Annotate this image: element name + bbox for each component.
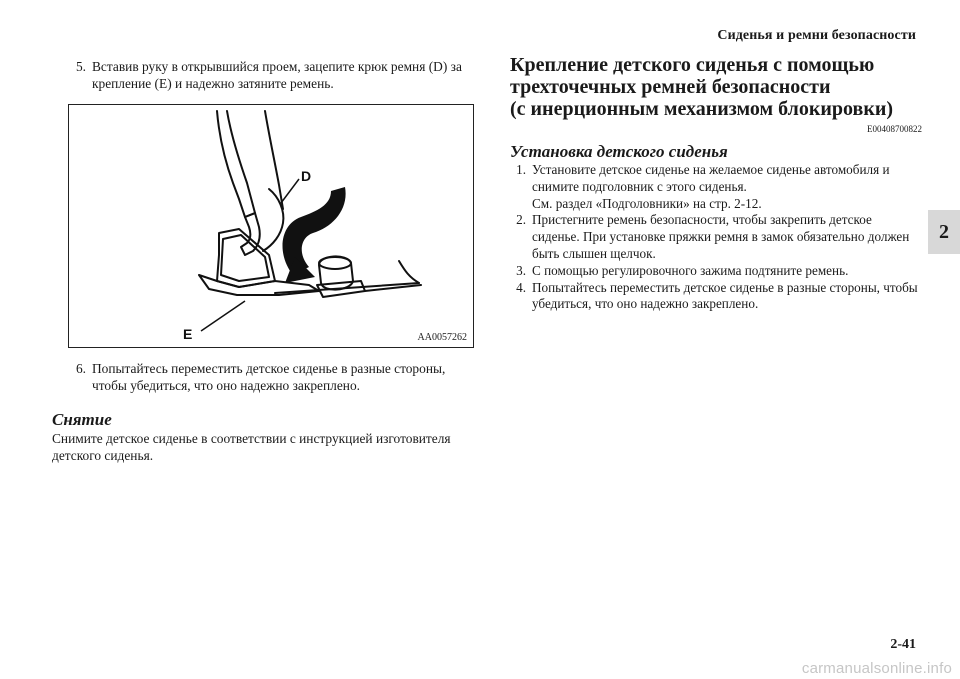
install-step-1 (512, 162, 922, 212)
label-e-leader (201, 301, 245, 331)
step-number: 5. (75, 59, 86, 74)
step-text-main: Установите детское сиденье на желаемое сиденье автомобиля и снимите подголовник с этого сиденья. (532, 162, 890, 194)
step-text: Пристегните ремень безопасности, чтобы закрепить детское сиденье. При установке пряжки ремня в замок обязательно должен быть слышен щелчок. (532, 212, 910, 261)
removal-text: Снимите детское сиденье в соответствии с инструкцией изготовителя детского сиденья. (52, 431, 451, 463)
section-title (510, 54, 922, 120)
section-title-line3: (с инерционным механизмом блокировки) (510, 98, 894, 120)
install-steps (512, 162, 922, 313)
step-number: 4. (516, 279, 526, 295)
direction-arrow (283, 187, 346, 275)
step-text-reference: См. раздел «Подголовники» на стр. 2-12. (532, 195, 762, 211)
step-5 (68, 58, 476, 92)
step-number: 6. (75, 361, 86, 376)
label-e: E (183, 326, 193, 342)
watermark: carmanualsonline.info (801, 660, 952, 677)
install-step-2 (512, 212, 922, 262)
right-column (510, 54, 922, 313)
step-number: 3. (516, 262, 526, 278)
step-number: 1. (516, 162, 526, 177)
install-step-3 (512, 263, 922, 280)
figure-id: AA0057262 (417, 332, 467, 343)
illustration-figure (68, 104, 474, 348)
step-number: 2. (516, 212, 526, 228)
running-header: Сиденья и ремни безопасности (717, 28, 916, 43)
step-text: С помощью регулировочного зажима подтяните ремень. (532, 262, 849, 278)
step-text: Попытайтесь переместить детское сиденье в разные стороны, чтобы убедиться, что оно надежно закреплено. (532, 279, 918, 312)
page-number: 2-41 (890, 637, 916, 652)
left-column (52, 58, 476, 464)
section-title-line1: Крепление детского сиденья с помощью (510, 54, 875, 76)
label-d-leader (281, 179, 299, 203)
step-6 (68, 360, 476, 394)
section-title-line2: трехточечных ремней безопасности (510, 76, 831, 98)
belt-hook-illustration (69, 105, 473, 347)
step-text: Вставив руку в открывшийся проем, зацепите крюк ремня (D) за крепление (E) и надежно затяните ремень. (92, 59, 462, 91)
removal-heading: Снятие (52, 410, 112, 429)
document-code: E00408700822 (867, 124, 922, 134)
step-text (532, 162, 922, 212)
chapter-tab: 2 (928, 210, 960, 254)
step-text: Попытайтесь переместить детское сиденье в разные стороны, чтобы убедиться, что оно надежно закреплено. (92, 361, 446, 393)
install-step-4 (512, 280, 922, 314)
label-d: D (301, 168, 312, 184)
install-heading: Установка детского сиденья (510, 142, 728, 161)
